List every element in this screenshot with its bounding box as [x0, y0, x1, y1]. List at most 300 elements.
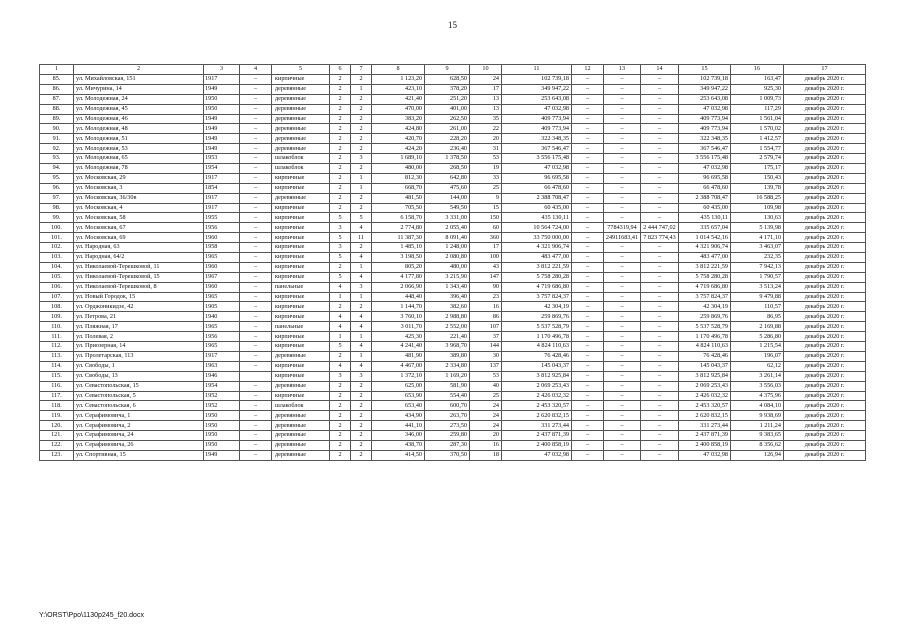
table-cell: 25	[470, 391, 502, 401]
table-cell: 4 719 686,80	[679, 282, 731, 292]
table-row	[40, 164, 866, 174]
table-cell: 2 437 871,39	[679, 431, 731, 441]
table-cell: 16	[470, 302, 502, 312]
table-cell: ул. Серафимовича, 26	[74, 440, 204, 450]
table-cell: 96.	[40, 183, 74, 193]
table-cell: 19	[470, 164, 502, 174]
table-cell: –	[572, 302, 604, 312]
table-cell: 150	[470, 213, 502, 223]
table-cell: 22	[470, 124, 502, 134]
table-cell: 2 426 032,32	[502, 391, 572, 401]
table-cell: ул. Молодежная, 48	[74, 124, 204, 134]
table-cell: 2	[330, 114, 351, 124]
table-cell: деревянные	[272, 144, 330, 154]
table-cell: –	[572, 440, 604, 450]
table-cell: –	[604, 164, 641, 174]
header-cell: 14	[641, 65, 679, 75]
table-cell: –	[240, 253, 272, 263]
table-cell: кирпичные	[272, 233, 330, 243]
table-cell: 3 556,03	[731, 381, 784, 391]
table-cell: 10 564 724,00	[502, 223, 572, 233]
table-cell: 653,90	[372, 391, 425, 401]
table-row	[40, 431, 866, 441]
table-cell: –	[240, 440, 272, 450]
table-cell: 1 144,70	[372, 302, 425, 312]
table-cell: 1950	[204, 104, 240, 114]
table-cell: 3 968,70	[425, 342, 470, 352]
table-cell: ул. Спортивная, 15	[74, 450, 204, 460]
table-cell: 2 400 858,19	[679, 440, 731, 450]
header-cell: 9	[425, 65, 470, 75]
table-cell: 273,50	[425, 421, 470, 431]
table-cell: 118.	[40, 401, 74, 411]
table-cell: декабрь 2020 г.	[784, 164, 866, 174]
table-cell: –	[572, 282, 604, 292]
table-cell: –	[641, 253, 679, 263]
table-cell: 346,00	[372, 431, 425, 441]
table-cell: –	[572, 183, 604, 193]
table-cell: –	[240, 223, 272, 233]
table-cell: 103.	[40, 253, 74, 263]
table-cell: 2 620 832,15	[679, 411, 731, 421]
table-cell: –	[240, 213, 272, 223]
table-cell: 1960	[204, 282, 240, 292]
table-cell: –	[604, 302, 641, 312]
table-row	[40, 253, 866, 263]
table-cell: 2 453 320,57	[679, 401, 731, 411]
table-cell: 1917	[204, 173, 240, 183]
table-cell: 60 435,00	[679, 203, 731, 213]
table-cell: 3 812 925,84	[502, 371, 572, 381]
table-cell: –	[641, 282, 679, 292]
table-cell: –	[641, 94, 679, 104]
table-cell: –	[572, 84, 604, 94]
table-row	[40, 371, 866, 381]
table-cell: 150,43	[731, 173, 784, 183]
header-cell: 15	[679, 65, 731, 75]
table-cell: 1952	[204, 391, 240, 401]
table-cell: 705,50	[372, 203, 425, 213]
table-cell: 1 009,73	[731, 94, 784, 104]
table-cell: ул. Молодежная, 78	[74, 164, 204, 174]
table-cell: –	[240, 75, 272, 85]
table-cell: –	[641, 213, 679, 223]
table-cell: 409 773,94	[679, 114, 731, 124]
table-cell: –	[240, 391, 272, 401]
table-cell: 9 479,88	[731, 292, 784, 302]
table-cell: –	[572, 381, 604, 391]
table-cell: 2	[351, 421, 372, 431]
table-cell: –	[572, 104, 604, 114]
table-cell: 2	[330, 104, 351, 114]
table-cell: 17	[470, 243, 502, 253]
table-cell: ул. Севастопольская, 6	[74, 401, 204, 411]
table-cell: 4 824 110,63	[502, 342, 572, 352]
table-cell: –	[572, 371, 604, 381]
table-cell: 253 643,08	[679, 94, 731, 104]
table-cell: 47 032,98	[679, 164, 731, 174]
table-cell: –	[604, 253, 641, 263]
table-cell: 1955	[204, 213, 240, 223]
table-cell: 441,10	[372, 421, 425, 431]
table-cell: –	[572, 164, 604, 174]
table-cell: –	[641, 183, 679, 193]
table-cell: 2	[330, 431, 351, 441]
table-cell: декабрь 2020 г.	[784, 342, 866, 352]
table-cell: –	[572, 173, 604, 183]
table-cell: –	[641, 292, 679, 302]
table-cell: 424,20	[372, 144, 425, 154]
table-cell: декабрь 2020 г.	[784, 253, 866, 263]
table-cell: 425,30	[372, 332, 425, 342]
table-cell: –	[240, 173, 272, 183]
table-cell: 268,50	[425, 164, 470, 174]
table-cell: –	[572, 154, 604, 164]
table-row	[40, 322, 866, 332]
table-cell: кирпичные	[272, 361, 330, 371]
table-cell: –	[240, 262, 272, 272]
table-cell: 1 248,00	[425, 243, 470, 253]
table-cell: –	[641, 342, 679, 352]
table-cell: 35	[470, 114, 502, 124]
table-cell: –	[572, 272, 604, 282]
table-cell: ул. Молодежная, 51	[74, 134, 204, 144]
table-cell: 2	[330, 94, 351, 104]
table-cell: 4 375,96	[731, 391, 784, 401]
table-cell: ул. Молодежная, 53	[74, 144, 204, 154]
table-cell: 123.	[40, 450, 74, 460]
table-cell: 1 343,40	[425, 282, 470, 292]
table-cell: 60 435,00	[502, 203, 572, 213]
table-cell: 2	[351, 243, 372, 253]
table-cell: 3 556 175,48	[502, 154, 572, 164]
table-cell: панельные	[272, 282, 330, 292]
table-cell: 2	[351, 450, 372, 460]
table-cell: 4	[330, 322, 351, 332]
table-cell: 147	[470, 272, 502, 282]
table-cell: деревянные	[272, 193, 330, 203]
table-cell: –	[604, 450, 641, 460]
table-cell: 253 643,08	[502, 94, 572, 104]
table-cell: –	[572, 144, 604, 154]
table-cell: 335 657,04	[679, 223, 731, 233]
table-cell: 117,29	[731, 104, 784, 114]
table-cell: 90.	[40, 124, 74, 134]
table-cell: декабрь 2020 г.	[784, 450, 866, 460]
table-cell: –	[641, 431, 679, 441]
table-row	[40, 381, 866, 391]
table-cell: 262,50	[425, 114, 470, 124]
table-cell: 23	[470, 292, 502, 302]
table-cell: ул. Николаевой-Терешковой, 8	[74, 282, 204, 292]
table-cell: 3 463,07	[731, 243, 784, 253]
header-cell: 11	[502, 65, 572, 75]
table-cell: 3 812 221,59	[679, 262, 731, 272]
table-cell: –	[572, 243, 604, 253]
table-cell: кирпичные	[272, 292, 330, 302]
table-cell: 2	[330, 144, 351, 154]
table-cell: 2 552,00	[425, 322, 470, 332]
table-cell: ул. Николаевой-Терешковой, 11	[74, 262, 204, 272]
table-cell: –	[572, 223, 604, 233]
table-cell: 94.	[40, 164, 74, 174]
table-cell: 625,00	[372, 381, 425, 391]
table-cell: 145 043,37	[679, 361, 731, 371]
table-cell: 2	[330, 262, 351, 272]
table-row	[40, 104, 866, 114]
table-cell: декабрь 2020 г.	[784, 312, 866, 322]
table-cell: 2 400 858,19	[502, 440, 572, 450]
table-cell: 66 478,60	[679, 183, 731, 193]
table-cell: 3	[351, 371, 372, 381]
table-cell: 108.	[40, 302, 74, 312]
table-cell: 24911683,41	[604, 233, 641, 243]
table-cell: ул. Молодежная, 45	[74, 104, 204, 114]
table-cell: кирпичные	[272, 391, 330, 401]
table-cell: –	[572, 312, 604, 322]
table-cell: ул. Пролетарская, 113	[74, 351, 204, 361]
table-cell: 100.	[40, 223, 74, 233]
table-cell: 91.	[40, 134, 74, 144]
table-cell: 1 215,54	[731, 342, 784, 352]
table-cell: 483 477,00	[502, 253, 572, 263]
table-cell: 483 477,00	[679, 253, 731, 263]
table-cell: –	[604, 203, 641, 213]
table-cell: 47 032,98	[679, 104, 731, 114]
table-cell: –	[572, 391, 604, 401]
table-cell: декабрь 2020 г.	[784, 371, 866, 381]
table-cell: декабрь 2020 г.	[784, 421, 866, 431]
table-cell: декабрь 2020 г.	[784, 203, 866, 213]
table-cell: 261,00	[425, 124, 470, 134]
table-cell: 475,60	[425, 183, 470, 193]
table-cell: 4 719 686,80	[502, 282, 572, 292]
table-cell: 1	[330, 332, 351, 342]
table-cell: кирпичные	[272, 332, 330, 342]
table-cell: 370,50	[425, 450, 470, 460]
table-cell: декабрь 2020 г.	[784, 104, 866, 114]
table-cell: 2	[330, 302, 351, 312]
table-cell: 1949	[204, 84, 240, 94]
table-cell: ул. Московская, 67	[74, 223, 204, 233]
table-cell: –	[240, 164, 272, 174]
table-cell: 163,47	[731, 75, 784, 85]
table-cell: 2 426 032,32	[679, 391, 731, 401]
table-cell: 1 554,77	[731, 144, 784, 154]
table-cell: –	[604, 213, 641, 223]
table-cell: 1952	[204, 401, 240, 411]
table-cell: декабрь 2020 г.	[784, 282, 866, 292]
table-cell: ул. Севастопольская, 15	[74, 381, 204, 391]
table-cell: 1917	[204, 351, 240, 361]
table-cell: –	[604, 94, 641, 104]
table-cell: –	[240, 302, 272, 312]
table-cell: –	[604, 173, 641, 183]
table-cell: 175,17	[731, 164, 784, 174]
table-cell: 17	[470, 84, 502, 94]
table-cell: –	[572, 292, 604, 302]
table-cell: 2 388 708,47	[502, 193, 572, 203]
table-cell: 438,70	[372, 440, 425, 450]
table-cell: –	[604, 183, 641, 193]
table-cell: 112.	[40, 342, 74, 352]
table-cell: 2	[330, 84, 351, 94]
table-cell: декабрь 2020 г.	[784, 173, 866, 183]
table-cell: 600,70	[425, 401, 470, 411]
table-cell: 98.	[40, 203, 74, 213]
table-cell: –	[604, 312, 641, 322]
table-cell: –	[572, 75, 604, 85]
table-cell: ул. Новый Городок, 15	[74, 292, 204, 302]
table-cell: 86,95	[731, 312, 784, 322]
table-cell: 110,57	[731, 302, 784, 312]
table-cell: –	[240, 144, 272, 154]
table-cell: ул. Приозерная, 14	[74, 342, 204, 352]
header-cell: 3	[204, 65, 240, 75]
table-cell: –	[240, 233, 272, 243]
table-cell: 382,60	[425, 302, 470, 312]
table-cell: 1950	[204, 440, 240, 450]
table-cell: –	[572, 203, 604, 213]
table-cell: кирпичные	[272, 342, 330, 352]
table-cell: 2 388 708,47	[679, 193, 731, 203]
table-cell: –	[604, 421, 641, 431]
table-cell: 144	[470, 342, 502, 352]
table-cell: шлакоблок	[272, 154, 330, 164]
table-cell: 1965	[204, 253, 240, 263]
table-cell: 1960	[204, 262, 240, 272]
table-row	[40, 223, 866, 233]
table-row	[40, 233, 866, 243]
table-cell: деревянные	[272, 421, 330, 431]
table-cell: 3 757 824,37	[679, 292, 731, 302]
table-cell: 139,78	[731, 183, 784, 193]
table-cell: –	[641, 164, 679, 174]
table-cell: кирпичные	[272, 312, 330, 322]
table-cell: 4 177,80	[372, 272, 425, 282]
table-cell: панельные	[272, 322, 330, 332]
table-cell: 2	[330, 203, 351, 213]
table-cell: 20	[470, 134, 502, 144]
table-cell: декабрь 2020 г.	[784, 183, 866, 193]
table-cell: 4	[351, 312, 372, 322]
table-cell: 360	[470, 233, 502, 243]
header-cell: 2	[74, 65, 204, 75]
table-cell: 4	[351, 253, 372, 263]
table-cell: 40	[470, 381, 502, 391]
table-cell: 3	[351, 154, 372, 164]
table-cell: 1965	[204, 292, 240, 302]
table-cell: 2 988,80	[425, 312, 470, 322]
table-cell: 5 537 528,79	[679, 322, 731, 332]
table-cell: деревянные	[272, 381, 330, 391]
table-cell: 470,00	[372, 104, 425, 114]
table-cell: –	[604, 292, 641, 302]
table-cell: ул. Михайловская, 151	[74, 75, 204, 85]
table-cell: 113.	[40, 351, 74, 361]
table-cell: 322 348,35	[679, 134, 731, 144]
table-cell: –	[240, 381, 272, 391]
table-cell: –	[641, 84, 679, 94]
table-cell: 2	[330, 193, 351, 203]
table-cell: 1 170 496,78	[679, 332, 731, 342]
table-cell: деревянные	[272, 440, 330, 450]
table-cell: –	[572, 213, 604, 223]
table-cell: –	[240, 421, 272, 431]
table-cell: 3	[351, 282, 372, 292]
table-cell: 2	[330, 75, 351, 85]
table-cell: декабрь 2020 г.	[784, 154, 866, 164]
table-cell: 263,70	[425, 411, 470, 421]
table-cell: –	[604, 193, 641, 203]
table-cell: 628,50	[425, 75, 470, 85]
table-cell: –	[240, 322, 272, 332]
table-cell: 3	[330, 223, 351, 233]
table-cell: –	[641, 332, 679, 342]
header-cell: 1	[40, 65, 74, 75]
table-cell: 2	[330, 450, 351, 460]
table-cell: –	[240, 351, 272, 361]
header-cell: 5	[272, 65, 330, 75]
table-row	[40, 193, 866, 203]
table-cell: 2 169,88	[731, 322, 784, 332]
table-cell: –	[572, 193, 604, 203]
footer-file-path: Y:\ORST\Ppo\1130p245_f20.docx	[39, 612, 144, 619]
table-cell: 47 032,98	[502, 104, 572, 114]
table-cell: декабрь 2020 г.	[784, 233, 866, 243]
table-cell: 2	[351, 391, 372, 401]
table-cell: 1953	[204, 154, 240, 164]
table-cell: декабрь 2020 г.	[784, 391, 866, 401]
table-cell: ул. Московская, 58	[74, 213, 204, 223]
table-cell: 414,50	[372, 450, 425, 460]
table-cell: 2 080,80	[425, 253, 470, 263]
table-cell: 3 812 221,59	[502, 262, 572, 272]
table-cell: 1950	[204, 421, 240, 431]
table-cell: –	[572, 431, 604, 441]
table-cell: 96 695,58	[502, 173, 572, 183]
table-cell: –	[641, 243, 679, 253]
table-cell: 86.	[40, 84, 74, 94]
table-cell: 383,20	[372, 114, 425, 124]
table-cell: 480,00	[425, 262, 470, 272]
table-cell: 114.	[40, 361, 74, 371]
table-cell: 2 444 747,02	[641, 223, 679, 233]
table-cell: –	[641, 440, 679, 450]
table-cell: –	[641, 371, 679, 381]
table-cell: декабрь 2020 г.	[784, 223, 866, 233]
table-cell: –	[641, 154, 679, 164]
table-cell: декабрь 2020 г.	[784, 332, 866, 342]
table-cell: 2	[330, 134, 351, 144]
table-cell: 3 215,90	[425, 272, 470, 282]
table-cell: 1	[351, 84, 372, 94]
table-cell: ул. Пляжная, 17	[74, 322, 204, 332]
table-cell: 259 869,76	[502, 312, 572, 322]
table-cell: 90	[470, 282, 502, 292]
table-cell: 47 032,98	[502, 450, 572, 460]
table-cell: –	[641, 361, 679, 371]
table-cell: 1 123,20	[372, 75, 425, 85]
table-cell: 11 387,30	[372, 233, 425, 243]
table-cell: кирпичные	[272, 253, 330, 263]
table-cell: деревянные	[272, 84, 330, 94]
table-cell: 1 378,50	[425, 154, 470, 164]
table-cell: –	[240, 84, 272, 94]
table-cell: 3 757 824,37	[502, 292, 572, 302]
table-cell: 4 467,00	[372, 361, 425, 371]
table-cell: 1	[351, 262, 372, 272]
